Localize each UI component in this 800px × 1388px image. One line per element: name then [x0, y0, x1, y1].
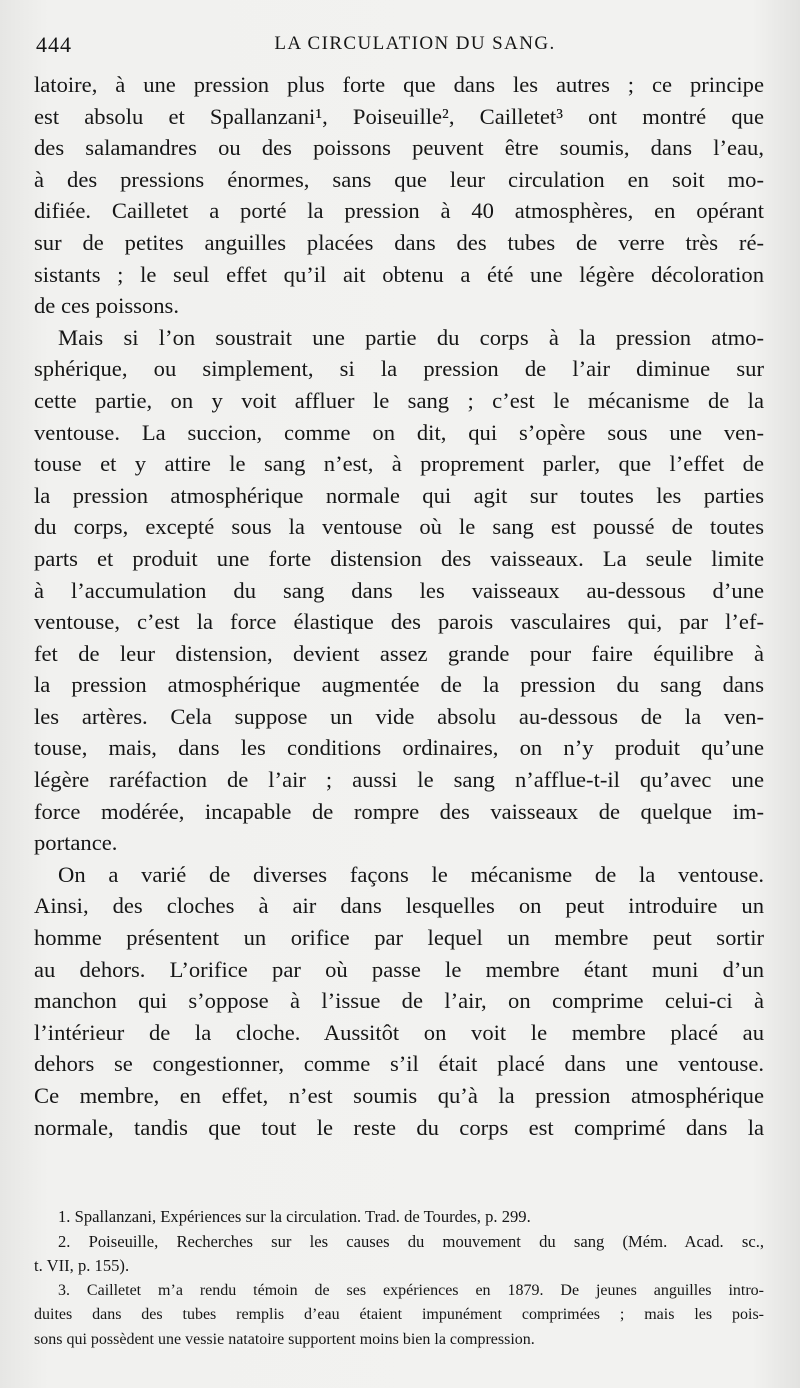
text-line: homme présentent un orifice par lequel un membre peut sortir	[34, 925, 764, 951]
text-line: les artères. Cela suppose un vide absolu au-dessous de la ven-	[34, 703, 764, 729]
footnote-line: 1. Spallanzani, Expériences sur la circulation. Trad. de Tourdes, p. 299.	[58, 1207, 531, 1226]
text-line: Ainsi, des cloches à air dans lesquelles on peut introduire un	[34, 893, 764, 919]
footnote-line: 2. Poiseuille, Recherches sur les causes du mouvement du sang (Mém. Acad. sc.,	[58, 1231, 764, 1251]
page-header	[30, 30, 760, 64]
text-line: la pression atmosphérique normale qui agit sur toutes les parties	[34, 482, 764, 508]
text-line: de ces poissons.	[34, 293, 179, 319]
text-line: manchon qui s’oppose à l’issue de l’air, on comprime celui-ci à	[34, 988, 764, 1014]
footnote-line: sons qui possèdent une vessie natatoire supportent moins bien la compression.	[34, 1330, 535, 1348]
text-line: au dehors. L’orifice par où passe le membre étant muni d’un	[34, 956, 764, 982]
text-line: dehors se congestionner, comme s’il était placé dans une ventouse.	[34, 1051, 764, 1077]
text-line: Mais si l’on soustrait une partie du corps à la pression atmo-	[58, 324, 764, 350]
text-line: sur de petites anguilles placées dans des tubes de verre très ré-	[34, 229, 764, 255]
running-head: LA CIRCULATION DU SANG.	[274, 33, 556, 54]
text-line: sistants ; le seul effet qu’il ait obtenu a été une légère décoloration	[34, 261, 764, 287]
text-line: à des pressions énormes, sans que leur circulation en soit mo-	[34, 166, 764, 192]
text-line: portance.	[34, 830, 118, 856]
text-line: ventouse. La succion, comme on dit, qui s’opère sous une ven-	[34, 419, 764, 445]
footnote-line: t. VII, p. 155).	[34, 1256, 130, 1275]
text-line: ventouse, c’est la force élastique des parois vasculaires qui, par l’ef-	[34, 609, 764, 635]
page-number: 444	[36, 32, 72, 57]
text-line: touse et y attire le sang n’est, à proprement parler, que l’effet de	[34, 451, 764, 477]
text-line: parts et produit une forte distension des vaisseaux. La seule limite	[34, 545, 764, 571]
body-text	[34, 69, 764, 1143]
text-line: des salamandres ou des poissons peuvent être soumis, dans l’eau,	[34, 135, 764, 161]
text-line: la pression atmosphérique augmentée de la pression du sang dans	[34, 672, 764, 698]
text-line: cette partie, on y voit affluer le sang ; c’est le mécanisme de la	[34, 387, 764, 413]
text-line: Ce membre, en effet, n’est soumis qu’à la pression atmosphérique	[34, 1083, 764, 1108]
text-line: à l’accumulation du sang dans les vaisseaux au-dessous d’une	[34, 577, 764, 603]
text-line: latoire, à une pression plus forte que dans les autres ; ce principe	[34, 72, 764, 97]
footnote-line: 3. Cailletet m’a rendu témoin de ses expériences en 1879. De jeunes anguilles intro-	[58, 1281, 764, 1299]
text-line: force modérée, incapable de rompre des vaisseaux de quelque im-	[34, 798, 764, 824]
text-line: sphérique, ou simplement, si la pression de l’air diminue sur	[34, 356, 764, 382]
text-line: normale, tandis que tout le reste du corps est comprimé dans la	[34, 1114, 764, 1140]
text-line: difiée. Cailletet a porté la pression à 40 atmosphères, en opérant	[34, 198, 764, 224]
text-line: du corps, excepté sous la ventouse où le sang est poussé de toutes	[34, 514, 764, 540]
text-line: est absolu et Spallanzani¹, Poiseuille², Cailletet³ ont montré que	[34, 103, 764, 129]
text-line: On a varié de diverses façons le mécanisme de la ventouse.	[58, 861, 764, 887]
footnote-line: duites dans des tubes remplis d’eau étaient impunément comprimées ; mais les pois-	[34, 1306, 764, 1323]
text-line: l’intérieur de la cloche. Aussitôt on voit le membre placé au	[34, 1019, 764, 1045]
text-line: légère raréfaction de l’air ; aussi le sang n’afflue-t-il qu’avec une	[34, 767, 764, 793]
footnotes	[34, 1205, 764, 1352]
text-line: fet de leur distension, devient assez grande pour faire équilibre à	[34, 640, 764, 666]
text-line: touse, mais, dans les conditions ordinaires, on n’y produit qu’une	[34, 735, 764, 761]
